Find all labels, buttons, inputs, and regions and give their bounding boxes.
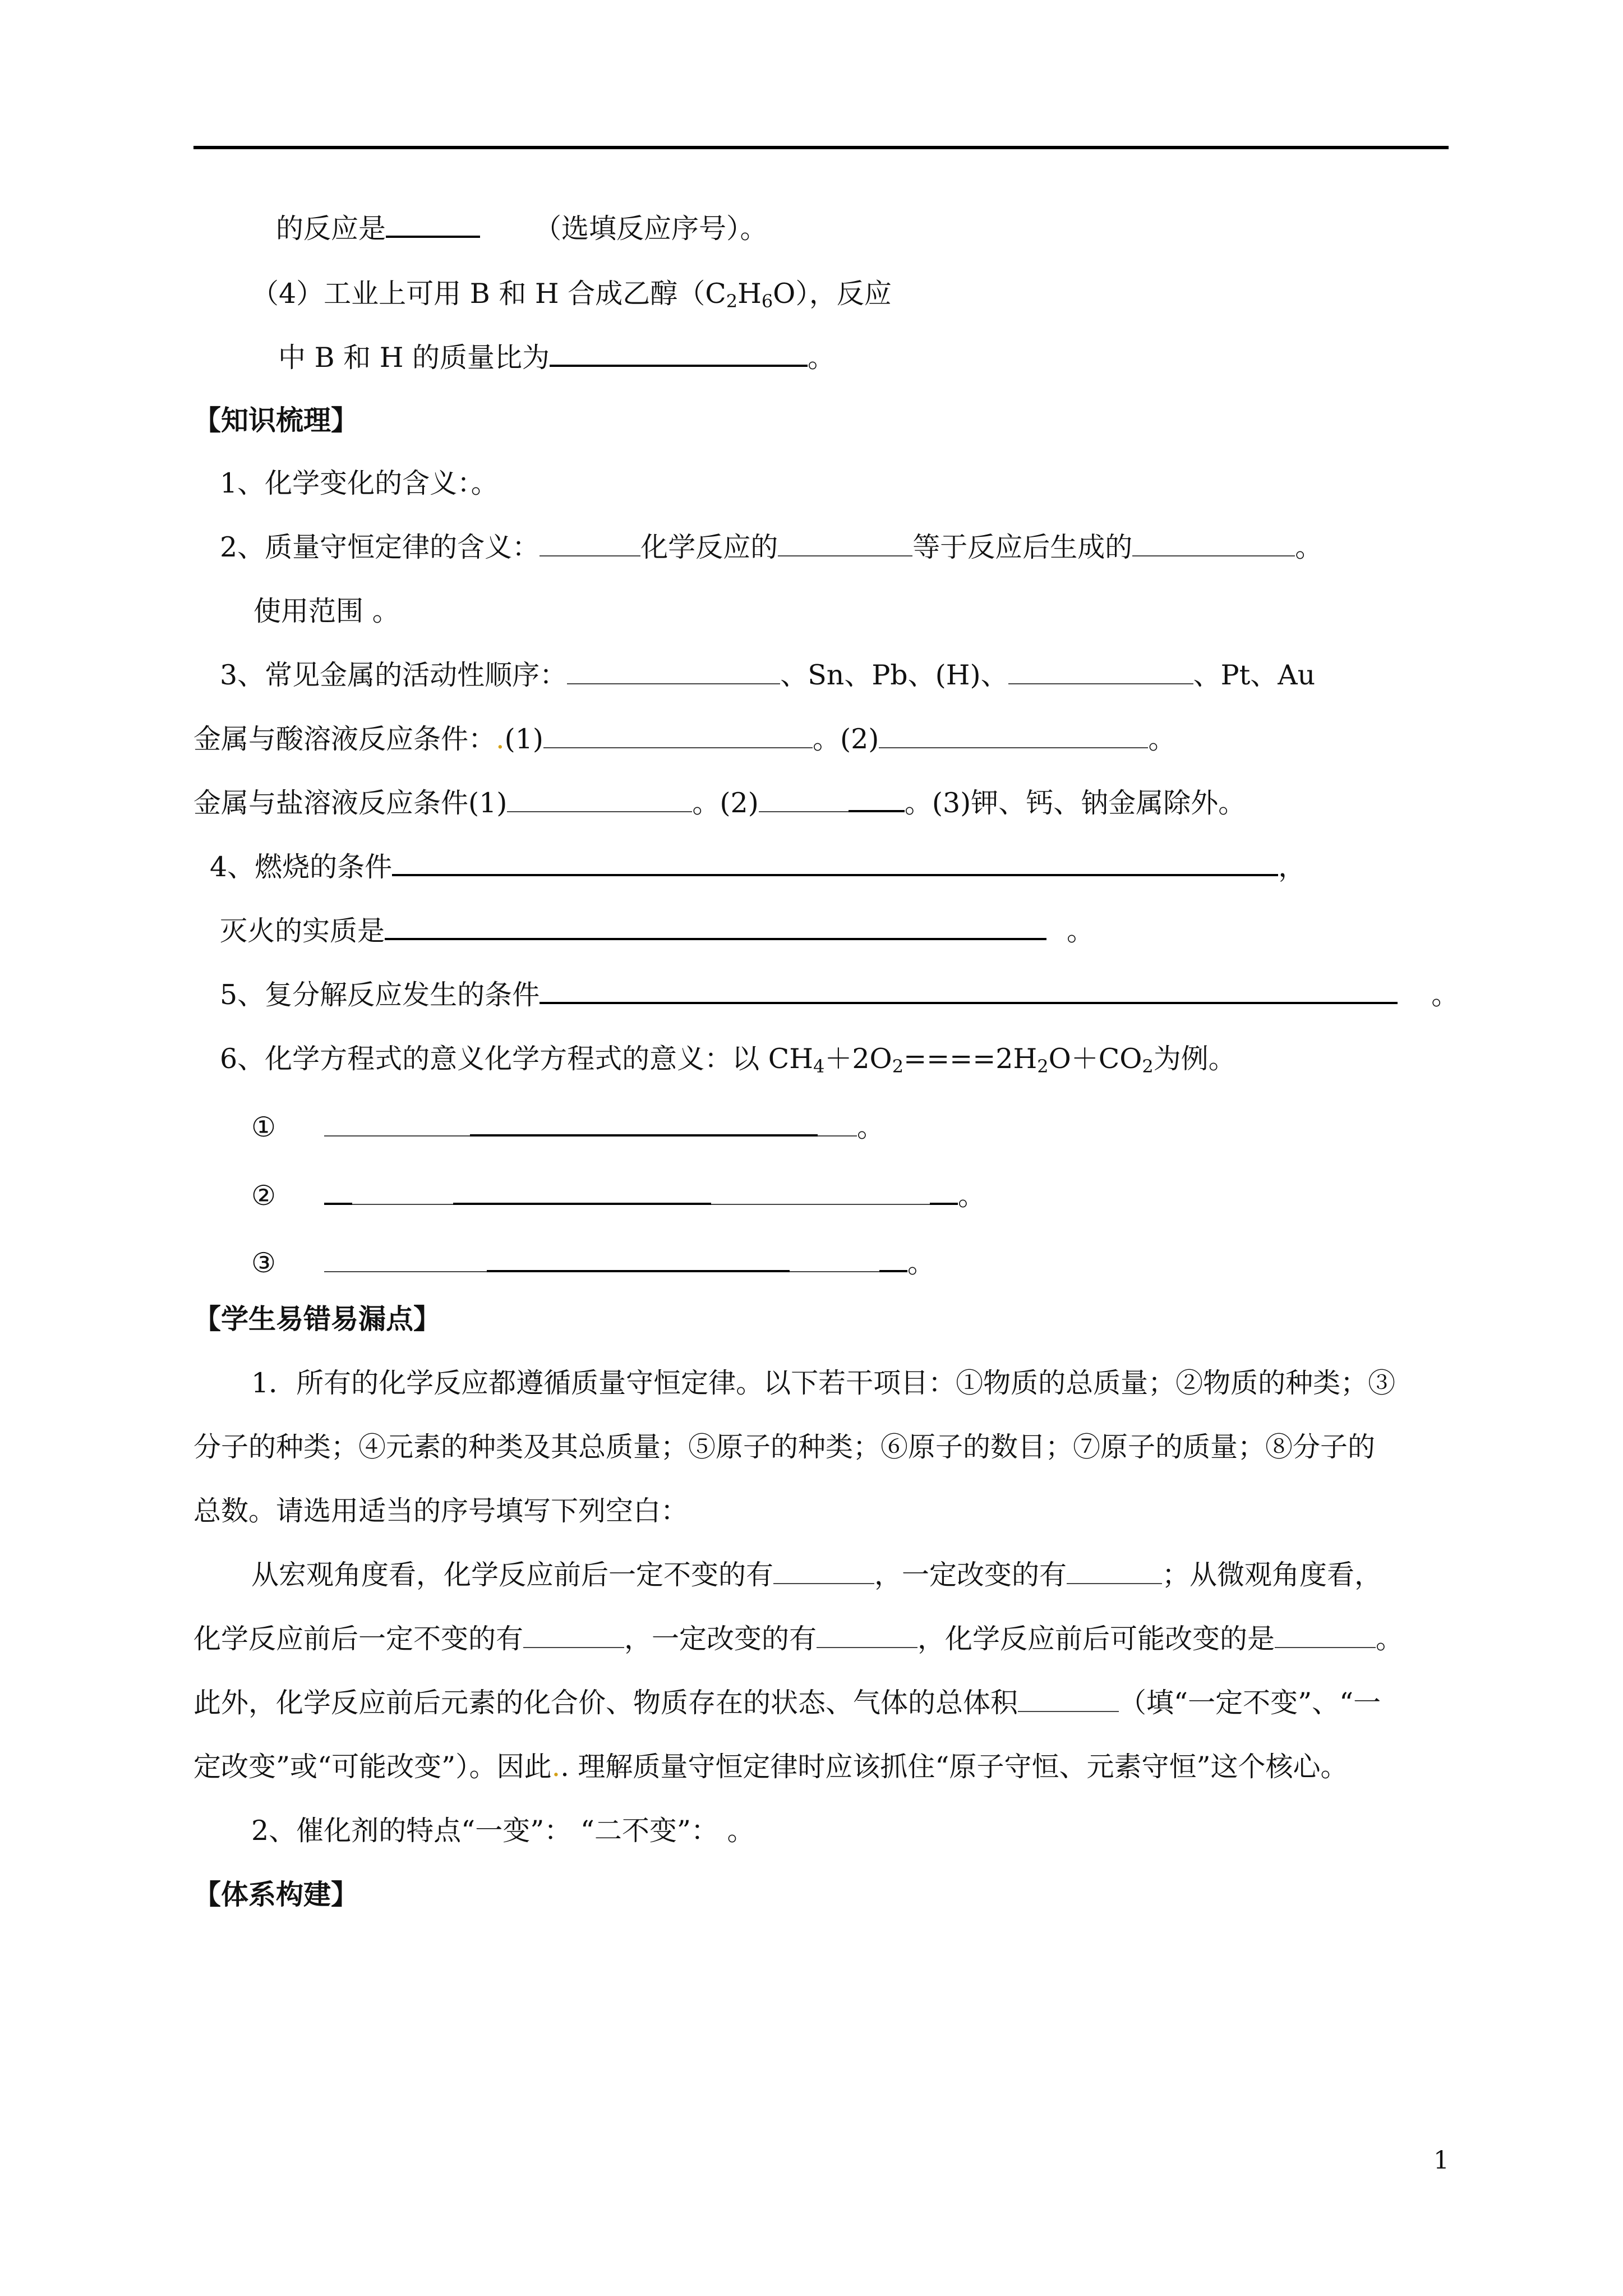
text: 化学反应前后一定不变的有 [193, 1623, 524, 1655]
line-k2 [220, 531, 1322, 564]
text: 化学反应的 [640, 531, 778, 563]
text: 5、复分解反应发生的条件 [220, 979, 540, 1011]
answer-blank[interactable] [1018, 1711, 1119, 1712]
line-mass-ratio [278, 341, 835, 375]
answer-blank[interactable] [778, 555, 912, 556]
text: 6、化学方程式的意义化学方程式的意义：以 CH [220, 1043, 813, 1075]
item-marker: ② [251, 1180, 276, 1212]
answer-blank[interactable] [352, 1204, 453, 1205]
text: 。(2) [813, 723, 879, 755]
text: 。 [808, 342, 836, 374]
line-k3 [220, 659, 1315, 692]
answer-blank[interactable] [324, 1271, 487, 1272]
item-marker: ③ [251, 1247, 276, 1279]
text: 的反应是 [276, 213, 386, 245]
paragraph-e1-line3: 总数。请选用适当的序号填写下列空白： [193, 1495, 689, 1527]
subscript: 2 [726, 291, 738, 312]
line-k5 [220, 978, 1459, 1012]
answer-blank[interactable] [759, 811, 849, 812]
line-k4-fire [220, 914, 1094, 948]
text: 此外，化学反应前后元素的化合价、物质存在的状态、气体的总体积 [193, 1687, 1018, 1719]
answer-blank[interactable] [470, 1134, 818, 1137]
paragraph-e4 [193, 1686, 1381, 1720]
answer-blank[interactable] [392, 874, 1278, 876]
answer-blank[interactable] [1275, 1647, 1376, 1648]
text: ，一定改变的有 [874, 1559, 1067, 1591]
paragraph-e1-line1: 1．所有的化学反应都遵循质量守恒定律。以下若干项目：①物质的总质量；②物质的种类；③ [251, 1367, 1396, 1399]
text: 。 [857, 1111, 885, 1143]
text: 。 [958, 1180, 986, 1212]
answer-blank[interactable] [1008, 683, 1193, 684]
line-k1: 1、化学变化的含义：。 [220, 467, 499, 499]
answer-blank[interactable] [849, 810, 905, 812]
answer-blank[interactable] [550, 365, 808, 367]
paragraph-e5: 定改变”或“可能改变”）。因此.. 理解质量守恒定律时应该抓住“原子守恒、元素守恒”这个核心。 [193, 1751, 1348, 1783]
line-k2-scope: 使用范围 。 [253, 595, 400, 627]
answer-blank[interactable] [540, 1002, 1398, 1004]
text: ，化学反应前后可能改变的是 [917, 1623, 1275, 1655]
text: 4、燃烧的条件 [210, 851, 393, 883]
answer-blank[interactable] [1132, 555, 1295, 556]
answer-blank[interactable] [385, 938, 1046, 940]
section-heading-system: 【体系构建】 [193, 1879, 359, 1911]
answer-blank[interactable] [324, 1135, 470, 1137]
line-k6 [220, 1042, 1236, 1076]
answer-blank[interactable] [818, 1135, 857, 1137]
answer-blank[interactable] [487, 1270, 790, 1272]
answer-blank[interactable] [790, 1271, 879, 1272]
text: 。(2) [692, 787, 759, 819]
text: ，一定改变的有 [624, 1623, 817, 1655]
subscript: 4 [813, 1056, 825, 1077]
text: 。 [1148, 723, 1176, 755]
text: 等于反应后生成的 [912, 531, 1133, 563]
answer-blank[interactable] [453, 1203, 711, 1205]
text: ====2H [903, 1043, 1038, 1075]
text: 、Pt、Au [1193, 659, 1316, 691]
text: 理解质量守恒定律时应该抓住“原子守恒、元素守恒”这个核心。 [578, 1751, 1348, 1783]
line-k6-meaning-3 [251, 1246, 935, 1280]
text: 金属与盐溶液反应条件(1) [193, 787, 508, 819]
answer-blank[interactable] [817, 1647, 917, 1648]
text: H [737, 278, 762, 310]
text: ， [1278, 851, 1306, 883]
text: 。 [1431, 979, 1459, 1011]
answer-blank[interactable] [879, 1270, 907, 1272]
line-k6-meaning-2 [251, 1179, 985, 1213]
text: ＋2O [824, 1043, 892, 1075]
section-heading-errors: 【学生易错易漏点】 [193, 1303, 441, 1335]
text: 为例。 [1153, 1043, 1236, 1075]
line-reaction-choice [276, 212, 768, 246]
text: 3、常见金属的活动性顺序： [220, 659, 568, 691]
text: 。 [1376, 1623, 1404, 1655]
text: 。 [1067, 915, 1095, 947]
text: （填“一定不变”、“一 [1119, 1687, 1381, 1719]
answer-blank[interactable] [567, 683, 780, 684]
text: 从宏观角度看，化学反应前后一定不变的有 [251, 1559, 774, 1591]
line-k6-meaning-1 [251, 1111, 884, 1144]
text: 中 B 和 H 的质量比为 [278, 342, 550, 374]
text: (1) [504, 723, 544, 755]
text: 、Sn、Pb、(H)、 [780, 659, 1008, 691]
subscript: 6 [761, 291, 773, 312]
subscript: 2 [1037, 1056, 1049, 1077]
line-k3-acid: 金属与酸溶液反应条件：.(1) 。(2) 。 [193, 723, 1176, 755]
text: 。(3)钾、钙、钠金属除外。 [904, 787, 1246, 819]
answer-blank[interactable] [523, 1647, 624, 1648]
text: 2、质量守恒定律的含义： [220, 531, 540, 563]
header-rule [193, 146, 1449, 149]
paragraph-e3 [193, 1622, 1403, 1656]
answer-blank[interactable] [711, 1204, 930, 1205]
text: 。 [907, 1247, 935, 1279]
answer-blank[interactable] [386, 236, 480, 238]
paragraph-e2 [251, 1558, 1382, 1592]
answer-blank[interactable] [543, 747, 813, 748]
answer-blank[interactable] [1067, 1583, 1162, 1584]
line-k3-salt [193, 786, 1246, 820]
paragraph-e1-line2: 分子的种类；④元素的种类及其总质量；⑤原子的种类；⑥原子的数目；⑦原子的质量；⑧分子的 [193, 1431, 1376, 1463]
text: （选填反应序号）。 [534, 213, 768, 245]
page-number: 1 [1433, 2146, 1449, 2175]
answer-blank[interactable] [879, 747, 1148, 748]
text: 定改变”或“可能改变”）。因此 [193, 1751, 552, 1783]
text: 灭火的实质是 [220, 915, 385, 947]
subscript: 2 [1142, 1056, 1154, 1077]
text: （4）工业上可用 B 和 H 合成乙醇（C [251, 278, 726, 310]
answer-blank[interactable] [540, 555, 640, 556]
section-heading-knowledge: 【知识梳理】 [193, 404, 359, 436]
text: 金属与酸溶液反应条件： [193, 723, 496, 755]
answer-blank[interactable] [930, 1203, 958, 1205]
subscript: 2 [892, 1056, 904, 1077]
text: 。 [1295, 531, 1323, 563]
text: O），反应 [773, 278, 892, 310]
text: O＋CO [1048, 1043, 1142, 1075]
line-question-4 [251, 277, 892, 311]
answer-blank[interactable] [324, 1203, 352, 1205]
line-k4 [210, 850, 1306, 884]
item-marker: ① [251, 1111, 276, 1143]
answer-blank[interactable] [773, 1583, 874, 1584]
answer-blank[interactable] [507, 811, 692, 812]
line-catalyst: 2、催化剂的特点“一变”： “二不变”： 。 [251, 1815, 755, 1847]
text: ；从微观角度看， [1162, 1559, 1382, 1591]
